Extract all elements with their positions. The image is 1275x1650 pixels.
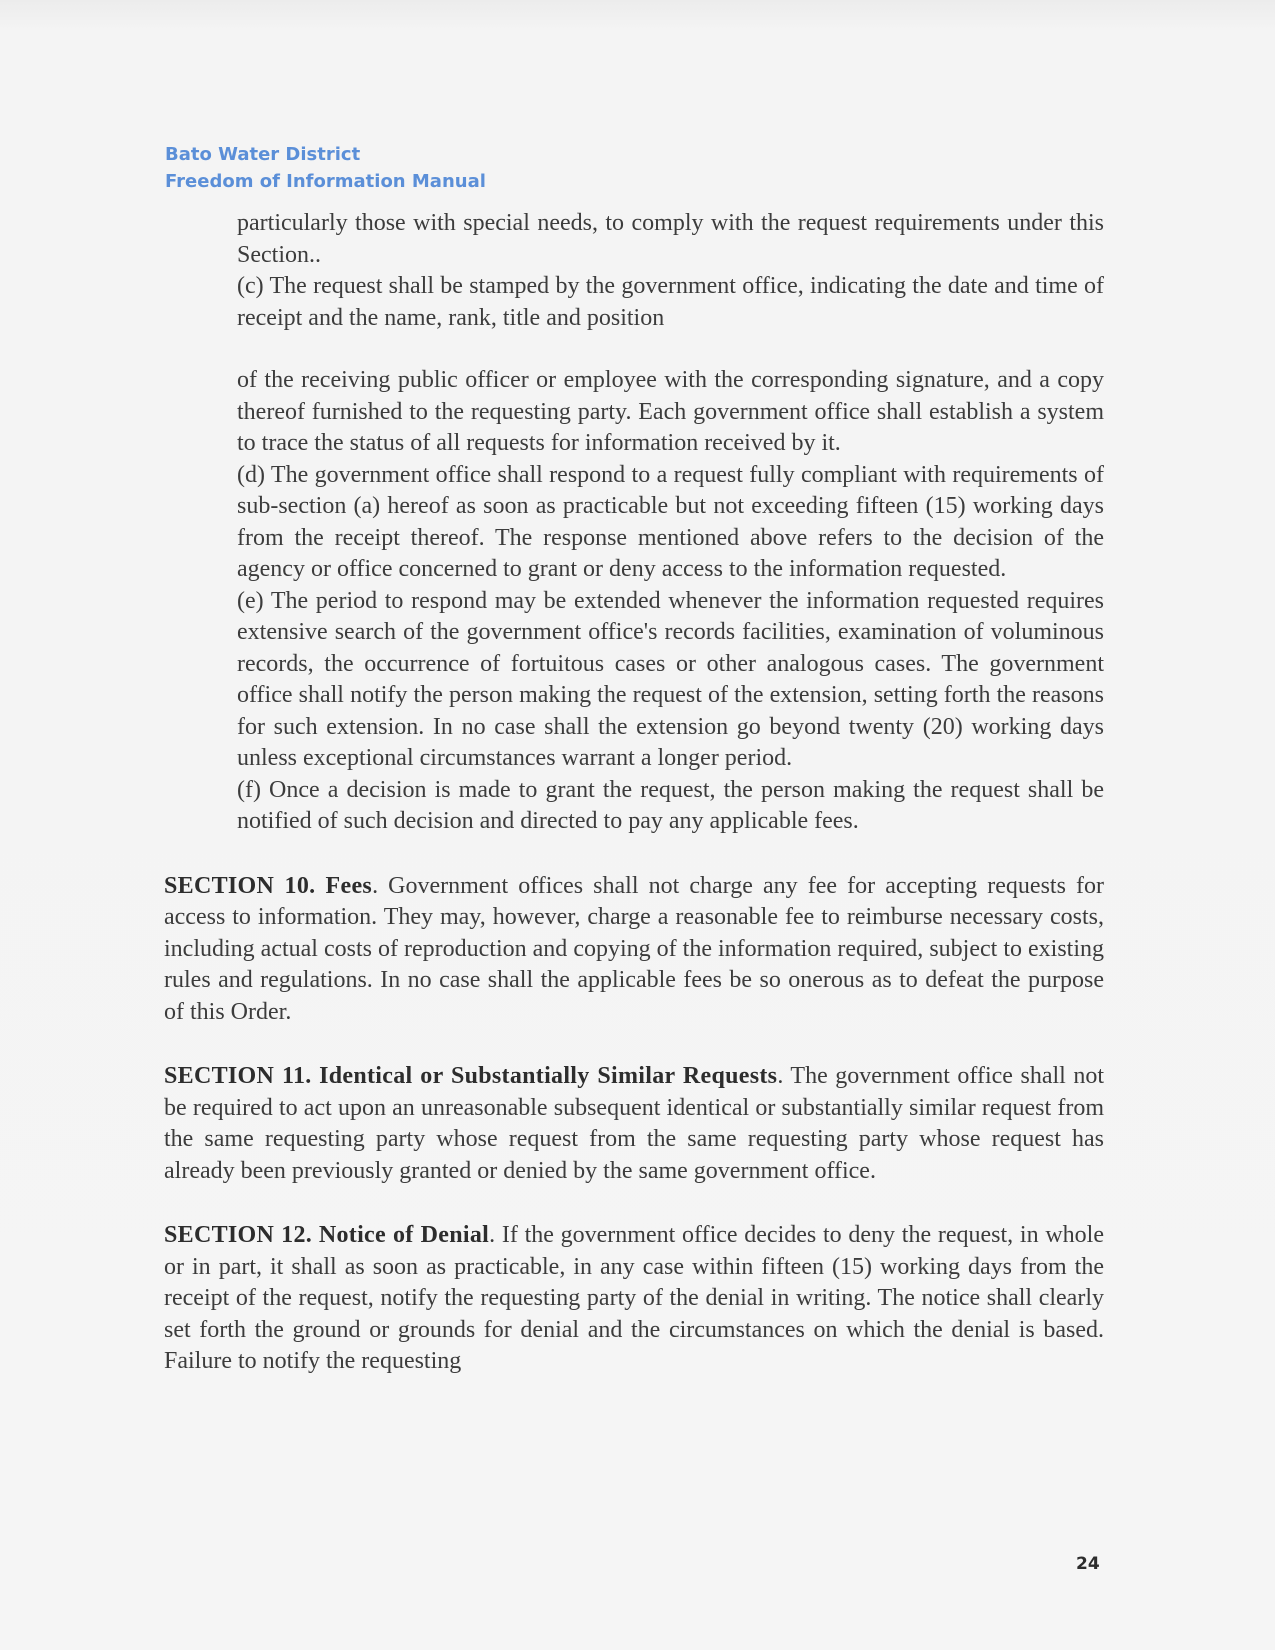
paragraph-d: (d) The government office shall respond to a request fully compliant with requirements of sub-section (a) hereof as soon as practicable but not exceeding fifteen (15) working days from the receipt thereof. The response mentioned above refers to the decision of the agency or office concerned to grant or deny access to the information requested. bbox=[237, 461, 1104, 582]
header-manual-title: Freedom of Information Manual bbox=[165, 171, 486, 192]
paragraph-f: (f) Once a decision is made to grant the request, the person making the request shall be notified of such decision and directed to pay any applicable fees. bbox=[237, 776, 1104, 834]
page-number: 24 bbox=[1076, 1554, 1100, 1574]
section-11-label: SECTION 11. bbox=[164, 1063, 312, 1089]
document-header bbox=[165, 141, 486, 195]
section-11-text: . The government office shall not be required to act upon an unreasonable subsequent identical or substantially similar request from the same requesting party whose request from the same requesting party whose request has already been previously granted or denied by the same government office. bbox=[164, 1063, 1105, 1184]
paragraph-continuation: particularly those with special needs, to comply with the request requirements under this Section.. bbox=[237, 210, 1104, 268]
section-12-label: SECTION 12. bbox=[164, 1222, 313, 1248]
section-10 bbox=[164, 871, 1104, 1029]
section-11-title: Identical or Substantially Similar Requests bbox=[319, 1063, 778, 1089]
section-12 bbox=[164, 1220, 1104, 1378]
section-12-title: Notice of Denial bbox=[318, 1222, 490, 1248]
paragraph-c-continued: of the receiving public officer or employee with the corresponding signature, and a copy thereof furnished to the requesting party. Each government office shall establish a system to trace the status of all requests for information received by it. bbox=[237, 367, 1104, 456]
paragraph-c: (c) The request shall be stamped by the government office, indicating the date and time of receipt and the name, rank, title and position bbox=[237, 273, 1104, 331]
paragraph-e: (e) The period to respond may be extended whenever the information requested requires extensive search of the government office's records facilities, examination of voluminous records, the occurrence of fortuitous cases or other analogous cases. The government office shall notify the person making the request of the extension, setting forth the reasons for such extension. In no case shall the extension go beyond twenty (20) working days unless exceptional circumstances warrant a longer period. bbox=[237, 587, 1104, 771]
section-10-label: SECTION 10. bbox=[164, 872, 316, 899]
document-body bbox=[164, 208, 1104, 1378]
section-11 bbox=[164, 1061, 1104, 1187]
header-org-name: Bato Water District bbox=[165, 144, 361, 165]
section-10-text: . Government offices shall not charge any fee for accepting requests for access to information. They may, however, charge a reasonable fee to reimburse necessary costs, including actual costs of reproduction and copying of the information required, subject to existing rules and regulations. In no case shall the applicable fees be so onerous as to defeat the purpose of this Order. bbox=[164, 872, 1104, 1025]
section-10-title: Fees bbox=[325, 872, 373, 899]
section-12-text: . If the government office decides to deny the request, in whole or in part, it shall as soon as practicable, in any case within fifteen (15) working days from the receipt of the request, notify the requesting party of the denial in writing. The notice shall clearly set forth the ground or grounds for denial and the circumstances on which the denial is based. Failure to notify the requesting bbox=[164, 1222, 1104, 1374]
subsection-block bbox=[237, 208, 1104, 838]
